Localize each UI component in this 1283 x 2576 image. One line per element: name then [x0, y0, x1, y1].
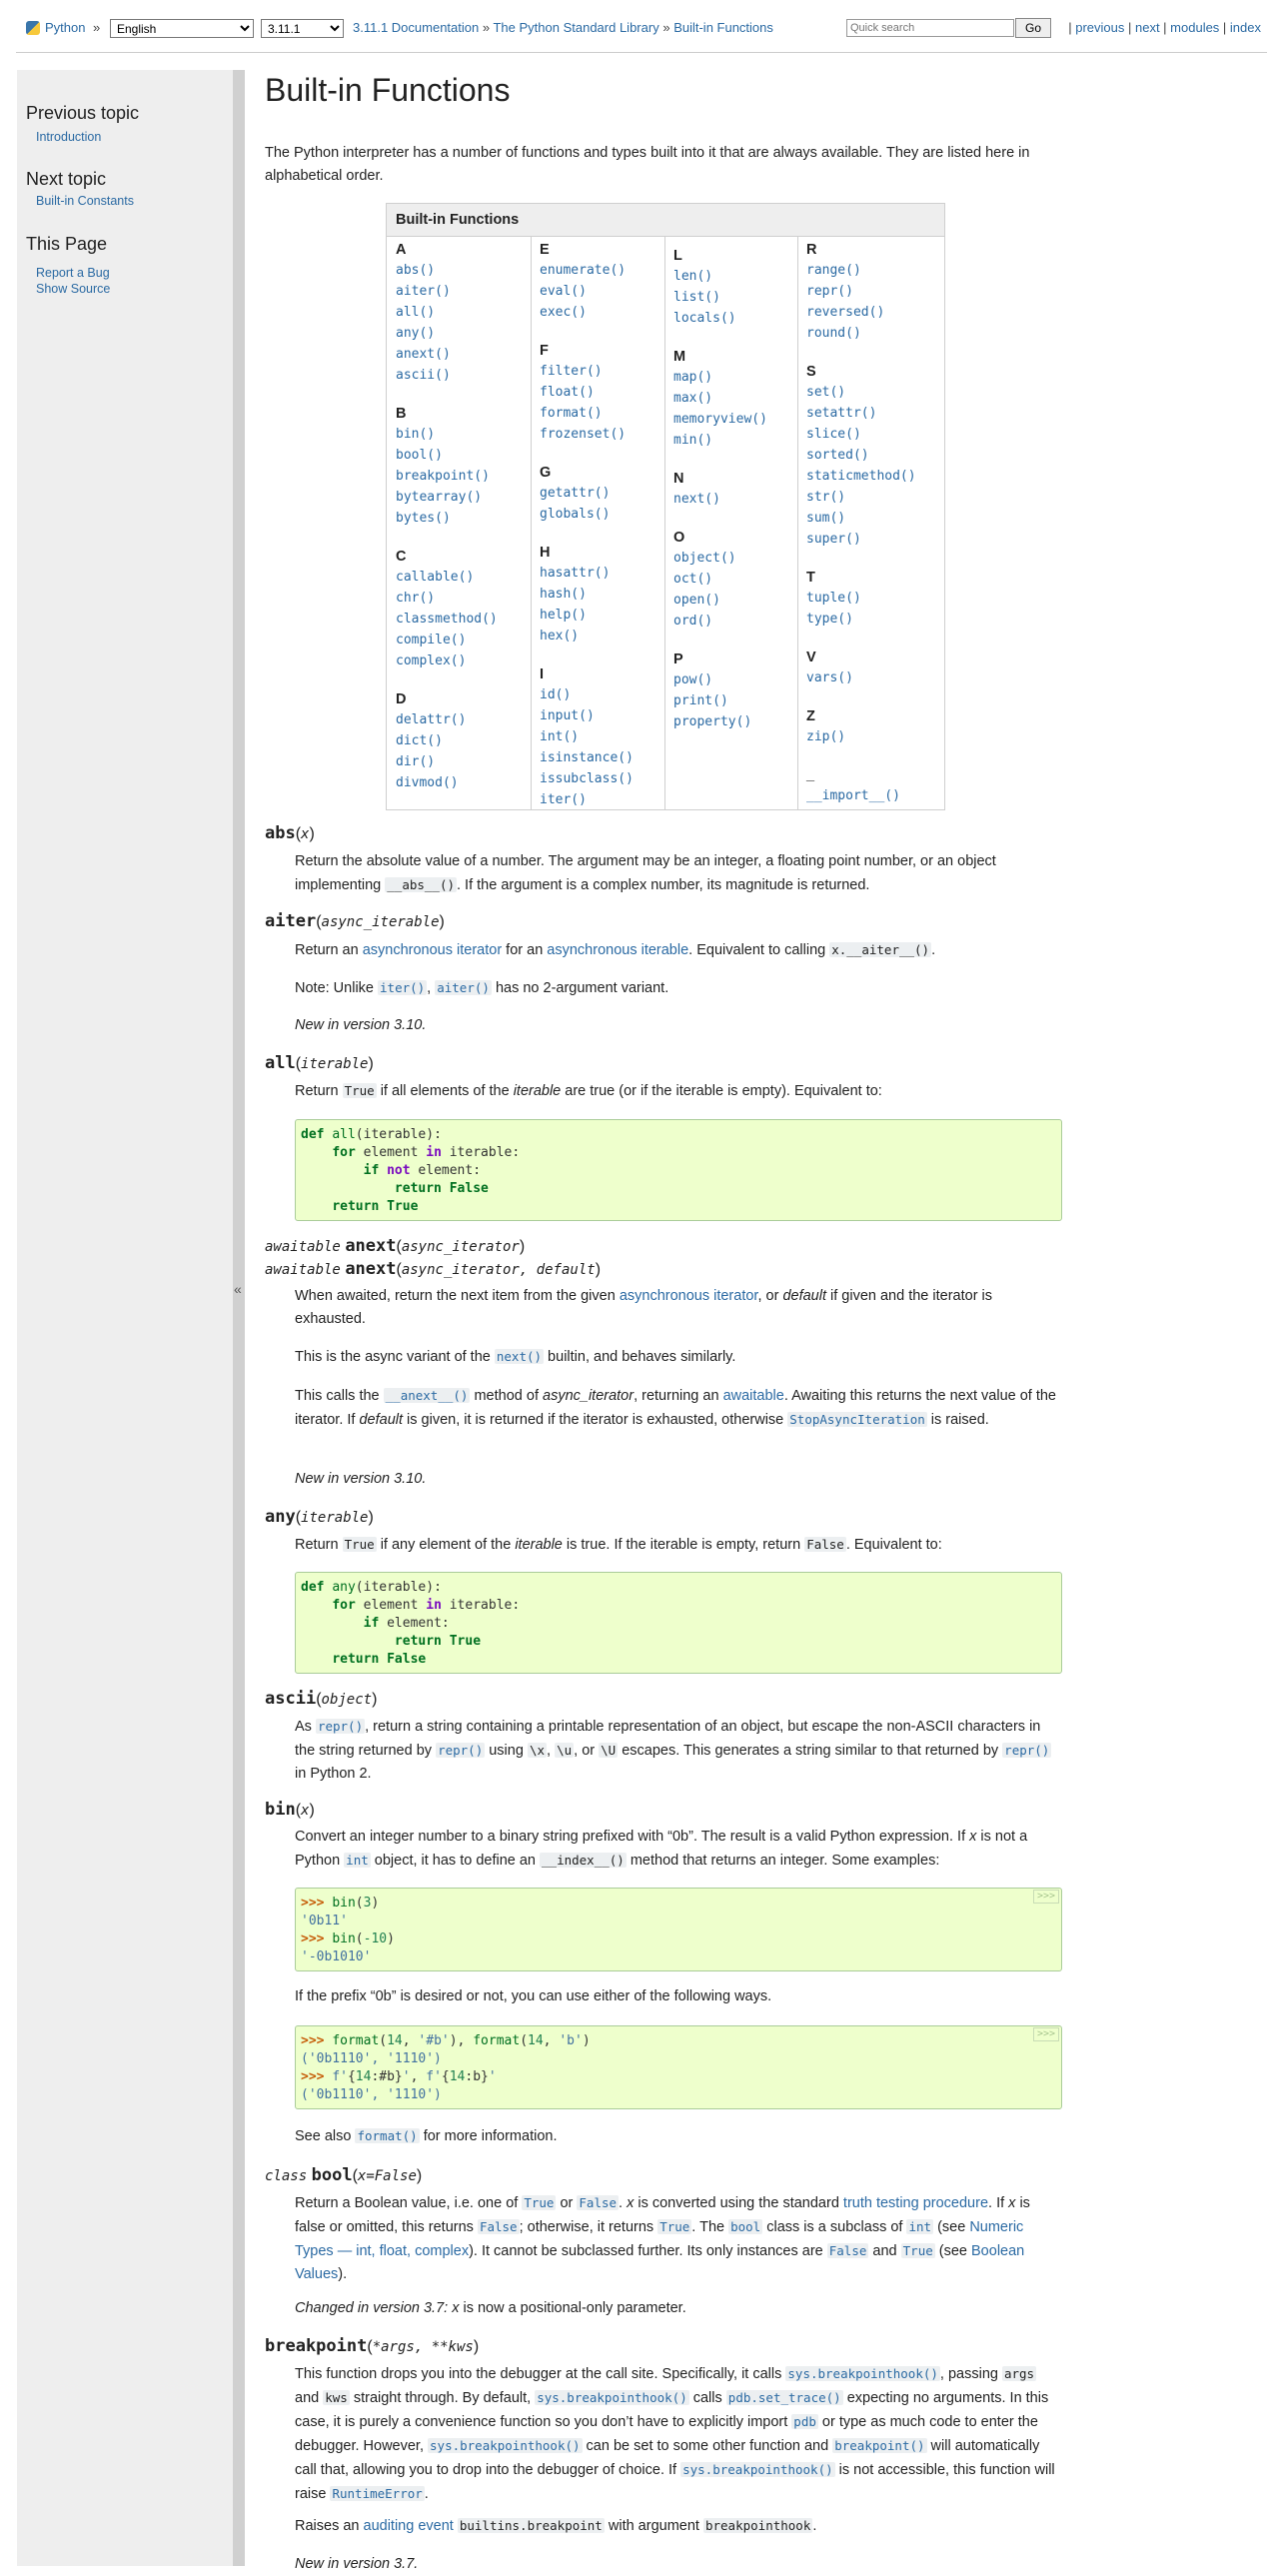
table-letter-heading: V	[806, 649, 816, 665]
table-letter-heading: O	[673, 530, 685, 546]
any-signature: any(iterable)	[265, 1507, 374, 1527]
table-function-link[interactable]: open()	[673, 593, 720, 608]
table-function-link[interactable]: oct()	[673, 572, 713, 587]
table-letter-heading: A	[396, 242, 407, 258]
async-iterator-link[interactable]: asynchronous iterator	[362, 942, 503, 958]
table-column	[797, 237, 944, 809]
table-letter-heading: R	[806, 242, 817, 258]
table-function-link[interactable]: hash()	[540, 587, 587, 602]
table-function-link[interactable]: print()	[673, 693, 728, 708]
abs-signature: abs(x)	[265, 823, 315, 843]
table-letter-heading: T	[806, 570, 815, 586]
table-function-link[interactable]: format()	[540, 406, 603, 421]
abs-description: Return the absolute value of a number. The argument may be an integer, a floating point number, or an object implementing __abs__() . If the argument is a complex number, its magnitude is returned.	[295, 853, 996, 893]
table-function-link[interactable]: type()	[806, 612, 853, 627]
python-logo-icon	[26, 21, 40, 35]
table-function-link[interactable]: bytearray()	[396, 490, 483, 505]
anext-signature-1: awaitable anext(async_iterator)	[265, 1236, 526, 1256]
table-letter-heading: N	[673, 471, 684, 487]
auditing-event-link[interactable]: auditing event	[363, 2518, 454, 2534]
format-link[interactable]: format()	[357, 2128, 418, 2143]
async-iterator-link[interactable]: asynchronous iterator	[619, 1288, 758, 1304]
table-function-link[interactable]: slice()	[806, 427, 861, 442]
table-function-link[interactable]: map()	[673, 370, 713, 385]
breadcrumb	[353, 20, 773, 35]
table-letter-heading: S	[806, 364, 816, 380]
table-letter-heading: B	[396, 406, 407, 422]
table-function-link[interactable]: bool()	[396, 448, 443, 463]
table-letter-heading: E	[540, 242, 550, 258]
bin-signature: bin(x)	[265, 1800, 315, 1820]
table-function-link[interactable]: enumerate()	[540, 263, 627, 278]
inline-code: __abs__()	[387, 877, 455, 892]
table-letter-heading: D	[396, 691, 407, 707]
table-function-link[interactable]: super()	[806, 532, 861, 547]
table-function-link[interactable]: globals()	[540, 507, 611, 522]
related-nav: | previous | next | modules | index	[1068, 20, 1261, 35]
table-function-link[interactable]: sum()	[806, 511, 846, 526]
aiter-version-note: New in version 3.10.	[295, 1017, 427, 1033]
table-function-link[interactable]: id()	[540, 687, 572, 702]
bin-description: Convert an integer number to a binary string prefixed with “0b”. The result is a valid Python expression. If x is not a Python int object, it has to define an __index__() method that returns an integer. Some examples:	[295, 1829, 1028, 1869]
aiter-description: Return an asynchronous iterator for an asynchronous iterable. Equivalent to calling x.__aiter__() .	[295, 942, 936, 958]
table-function-link[interactable]: memoryview()	[673, 412, 767, 427]
any-description: Return True if any element of the iterable is true. If the iterable is empty, return False . Equivalent to:	[295, 1537, 942, 1553]
table-function-link[interactable]: breakpoint()	[396, 469, 490, 484]
breakpoint-description: This function drops you into the debugger at the call site. Specifically, it calls sys.breakpointhook() , passing args and kws straight through. By default, sys.breakpointhook() calls pdb.set_trace() expecting no arguments. In this case, it is purely a convenience function so you don’t have to explicitly import pdb or type as much code to enter the debugger. However, sys.breakpointhook() can be set to some other function and breakpoint() will automatically call that, allowing you to drop into the debugger of choice. If sys.breakpointhook() is not accessible, this function will raise RuntimeError .	[295, 2366, 1055, 2502]
ascii-signature: ascii(object)	[265, 1689, 378, 1709]
table-function-link[interactable]: hex()	[540, 629, 580, 644]
stopasynciteration-link[interactable]: StopAsyncIteration	[789, 1412, 925, 1427]
bin-see-also: See also format() for more information.	[295, 2128, 558, 2144]
table-function-link[interactable]: max()	[673, 391, 713, 406]
this-page-heading: This Page	[26, 234, 108, 254]
table-function-link[interactable]: float()	[540, 385, 595, 400]
anext-signature-2: awaitable anext(async_iterator, default)	[265, 1259, 602, 1279]
table-function-link[interactable]: frozenset()	[540, 427, 627, 442]
table-function-link[interactable]: anext()	[396, 347, 451, 362]
async-iterable-link[interactable]: asynchronous iterable	[547, 942, 689, 958]
table-function-link[interactable]: dir()	[396, 754, 436, 769]
table-function-link[interactable]: classmethod()	[396, 612, 498, 627]
table-function-link[interactable]: reversed()	[806, 305, 885, 320]
breadcrumb-separator: »	[662, 20, 670, 35]
repr-link[interactable]: repr()	[1004, 1743, 1050, 1758]
bin-example-block: >>> bin(3) '0b11' >>> bin(-10) '-0b1010' >>>	[295, 1888, 1062, 1971]
repr-link[interactable]: repr()	[317, 1719, 364, 1734]
table-column	[531, 237, 665, 809]
next-topic-heading: Next topic	[26, 169, 107, 189]
table-function-link[interactable]: exec()	[540, 305, 587, 320]
anext-details: This calls the __anext__() method of async_iterator, returning an awaitable. Awaiting this returns the next value of the iterator. If default is given, it is returned if the iterator is exhausted, otherwise StopAsyncIteration is raised.	[295, 1388, 1057, 1428]
breakpoint-version-note: New in version 3.7.	[295, 2556, 419, 2572]
table-letter-heading: _	[806, 767, 815, 783]
bin-prefix-note: If the prefix “0b” is desired or not, you can use either of the following ways.	[295, 1988, 772, 2004]
next-topic-link[interactable]: Built-in Constants	[36, 194, 134, 208]
table-function-link[interactable]: delattr()	[396, 712, 467, 727]
bool-signature: class bool(x=False)	[265, 2165, 423, 2185]
table-function-link[interactable]: list()	[673, 290, 720, 305]
int-link[interactable]: int	[346, 1853, 369, 1868]
breakpoint-audit-note: Raises an auditing event builtins.breakpoint with argument breakpointhook .	[295, 2518, 817, 2534]
breadcrumb-current[interactable]: Built-in Functions	[673, 20, 773, 35]
table-letter-heading: F	[540, 343, 549, 359]
repr-link[interactable]: repr()	[438, 1743, 484, 1758]
table-function-link[interactable]: tuple()	[806, 591, 861, 606]
breadcrumb-stdlib[interactable]: The Python Standard Library	[493, 20, 659, 35]
table-title: Built-in Functions	[387, 204, 944, 237]
table-function-link[interactable]: min()	[673, 433, 713, 448]
table-function-link[interactable]: range()	[806, 263, 861, 278]
breadcrumb-separator: »	[482, 20, 491, 35]
bin-format-block: >>> format(14, '#b'), format(14, 'b') ('0b1110', '1110') >>> f'{14:#b}', f'{14:b}' ('0b1110', '1110') >>>	[295, 2025, 1062, 2109]
table-function-link[interactable]: __import__()	[806, 788, 900, 803]
iter-link[interactable]: iter()	[380, 980, 426, 995]
anext-method-link[interactable]: __anext__()	[385, 1388, 469, 1403]
table-function-link[interactable]: abs()	[396, 263, 436, 278]
table-function-link[interactable]: sorted()	[806, 448, 869, 463]
table-letter-heading: M	[673, 349, 686, 365]
aiter-note: Note: Unlike iter() , aiter() has no 2-argument variant.	[295, 980, 669, 996]
python-home-link[interactable]: Python	[45, 20, 86, 35]
language-select[interactable]	[110, 19, 254, 38]
table-function-link[interactable]: next()	[673, 492, 720, 507]
table-function-link[interactable]: iter()	[540, 792, 587, 807]
copy-prompt-button[interactable]: >>>	[1033, 1890, 1059, 1904]
bool-changed-note: Changed in version 3.7: x is now a positional-only parameter.	[295, 2300, 686, 2316]
table-function-link[interactable]: dict()	[396, 733, 443, 748]
table-letter-heading: G	[540, 465, 552, 481]
search-go-button[interactable]: Go	[1015, 18, 1051, 38]
table-function-link[interactable]: isinstance()	[540, 750, 634, 765]
function-params: x	[301, 826, 310, 842]
table-letter-heading: Z	[806, 708, 815, 724]
nav-index[interactable]: index	[1229, 20, 1261, 35]
table-function-link[interactable]: set()	[806, 385, 846, 400]
table-function-link[interactable]: zip()	[806, 729, 846, 744]
page-title: Built-in Functions	[265, 72, 511, 108]
table-function-link[interactable]: int()	[540, 729, 580, 744]
ascii-description: As repr() , return a string containing a printable representation of an object, but escape the non-ASCII characters in the string returned by repr() using \x , \u , or \U escapes. This generates a string similar to that returned by repr() in Python 2.	[295, 1719, 1050, 1782]
table-letter-heading: H	[540, 545, 551, 561]
function-name: abs	[265, 823, 296, 843]
table-function-link[interactable]: str()	[806, 490, 846, 505]
breadcrumb-docs[interactable]: 3.11.1 Documentation	[353, 20, 480, 35]
intro-paragraph: The Python interpreter has a number of functions and types built into it that are always available. They are listed here in alphabetical order.	[265, 145, 1030, 184]
sidebar	[17, 70, 245, 2566]
aiter-link[interactable]: aiter()	[437, 980, 490, 995]
table-function-link[interactable]: any()	[396, 326, 436, 341]
any-code-block: def any(iterable): for element in iterable: if element: return True return False	[295, 1572, 1062, 1674]
table-function-link[interactable]: filter()	[540, 364, 603, 379]
nav-next[interactable]: next	[1134, 20, 1160, 35]
all-description: Return True if all elements of the iterable are true (or if the iterable is empty). Equivalent to:	[295, 1083, 882, 1099]
table-function-link[interactable]: callable()	[396, 570, 475, 585]
table-function-link[interactable]: pow()	[673, 672, 713, 687]
table-function-link[interactable]: chr()	[396, 591, 436, 606]
nav-previous[interactable]: previous	[1075, 20, 1125, 35]
table-function-link[interactable]: ascii()	[396, 368, 451, 383]
table-letter-heading: I	[540, 666, 545, 682]
show-source-link[interactable]: Show Source	[36, 282, 111, 296]
aiter-signature: aiter(async_iterable)	[265, 911, 445, 931]
table-column	[664, 237, 798, 809]
builtin-functions-table	[386, 203, 945, 810]
table-function-link[interactable]: round()	[806, 326, 861, 341]
header-divider	[16, 52, 1267, 53]
table-function-link[interactable]: input()	[540, 708, 595, 723]
previous-topic-link[interactable]: Introduction	[36, 130, 102, 144]
report-bug-link[interactable]: Report a Bug	[36, 266, 110, 280]
table-function-link[interactable]: hasattr()	[540, 566, 611, 581]
table-letter-heading: C	[396, 549, 407, 565]
table-letter-heading: L	[673, 248, 682, 264]
table-letter-heading: P	[673, 651, 683, 667]
quick-search-input[interactable]	[846, 19, 1014, 37]
all-code-block: def all(iterable): for element in iterable: if not element: return False return True	[295, 1119, 1062, 1221]
table-function-link[interactable]: divmod()	[396, 775, 459, 790]
anext-variant-note: This is the async variant of the next() builtin, and behaves similarly.	[295, 1349, 736, 1365]
next-link[interactable]: next()	[496, 1349, 543, 1364]
breadcrumb-separator: »	[93, 20, 101, 35]
table-function-link[interactable]: property()	[673, 714, 752, 729]
table-function-link[interactable]: bin()	[396, 427, 436, 442]
table-function-link[interactable]: complex()	[396, 653, 467, 668]
table-function-link[interactable]: locals()	[673, 311, 736, 326]
breakpoint-signature: breakpoint(*args, **kws)	[265, 2336, 480, 2356]
top-navigation-bar	[16, 14, 1267, 42]
table-function-link[interactable]: all()	[396, 305, 436, 320]
table-function-link[interactable]: aiter()	[396, 284, 451, 299]
table-function-link[interactable]: bytes()	[396, 511, 451, 526]
truth-testing-link[interactable]: truth testing procedure	[842, 2195, 989, 2211]
table-function-link[interactable]: issubclass()	[540, 771, 634, 786]
anext-description: When awaited, return the next item from the given asynchronous iterator, or default if given and the iterator is exhausted.	[295, 1288, 993, 1327]
copy-prompt-button[interactable]: >>>	[1033, 2027, 1059, 2041]
table-column	[387, 237, 532, 809]
table-function-link[interactable]: ord()	[673, 614, 713, 629]
table-function-link[interactable]: len()	[673, 269, 713, 284]
table-function-link[interactable]: staticmethod()	[806, 469, 916, 484]
table-function-link[interactable]: repr()	[806, 284, 853, 299]
table-function-link[interactable]: object()	[673, 551, 736, 566]
nav-modules[interactable]: modules	[1170, 20, 1220, 35]
table-function-link[interactable]: eval()	[540, 284, 587, 299]
awaitable-link[interactable]: awaitable	[722, 1388, 784, 1404]
table-function-link[interactable]: getattr()	[540, 486, 611, 501]
table-function-link[interactable]: vars()	[806, 670, 853, 685]
numeric-types-link[interactable]: Numeric Types — int, float, complex	[295, 2219, 1024, 2259]
all-signature: all(iterable)	[265, 1053, 374, 1073]
bool-description: Return a Boolean value, i.e. one of True or False . x is converted using the standard truth testing procedure. If x is false or omitted, this returns False ; otherwise, it returns True . The bool class is a subclass of int (see Numeric Types — int, float, complex). It cannot be subclassed further. Its only instances are False and True (see Boolean Values).	[295, 2195, 1030, 2282]
table-function-link[interactable]: setattr()	[806, 406, 877, 421]
version-select[interactable]	[261, 19, 344, 38]
anext-version-note: New in version 3.10.	[295, 1471, 427, 1487]
table-function-link[interactable]: help()	[540, 608, 587, 623]
sidebar-collapse-button[interactable]	[233, 70, 245, 2566]
previous-topic-heading: Previous topic	[26, 103, 140, 123]
table-function-link[interactable]: compile()	[396, 633, 467, 647]
boolean-values-link[interactable]: Boolean Values	[295, 2243, 1025, 2282]
collapse-chevron-icon: «	[234, 1281, 242, 1297]
